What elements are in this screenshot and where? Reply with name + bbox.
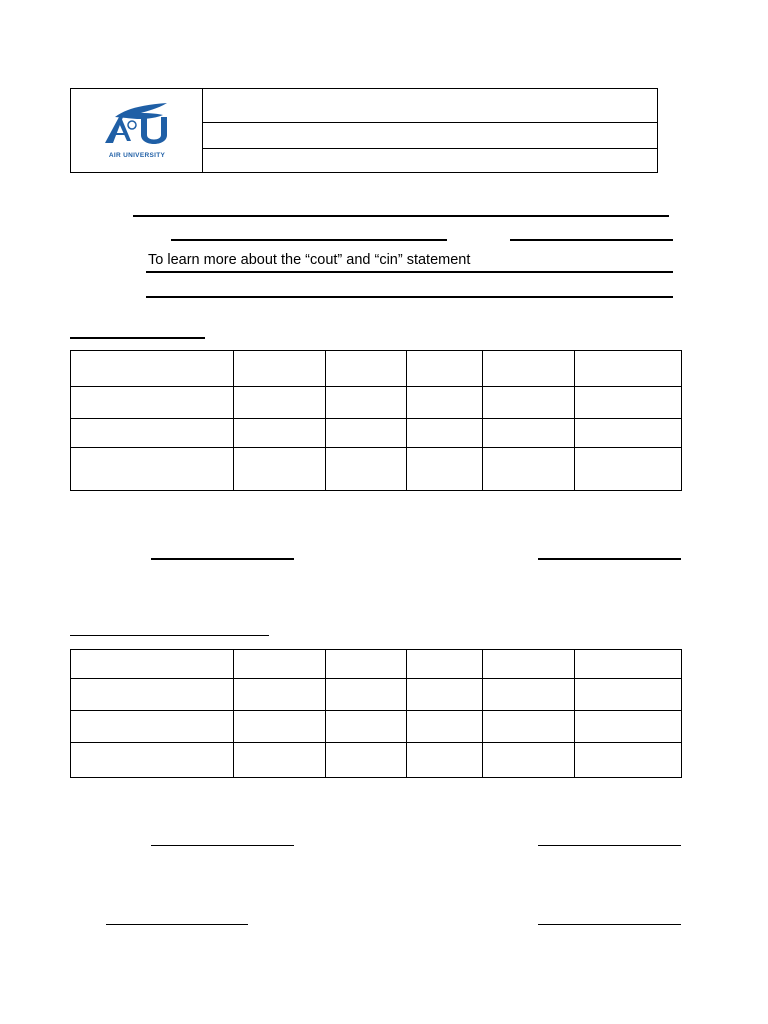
table-cell (234, 679, 326, 711)
blank-line-1 (133, 215, 669, 217)
table-cell (71, 351, 234, 387)
table-cell (407, 743, 483, 778)
table-cell (234, 419, 326, 448)
table-cell (483, 711, 575, 743)
table-cell (575, 679, 682, 711)
table-cell (326, 743, 407, 778)
table-1-row (71, 351, 682, 387)
table-cell (234, 351, 326, 387)
table-cell (326, 679, 407, 711)
table-cell (326, 351, 407, 387)
table-cell (71, 387, 234, 419)
table-cell (326, 711, 407, 743)
table-2-row (71, 679, 682, 711)
signature-line-3a (106, 924, 248, 925)
table-cell (234, 387, 326, 419)
table-cell (575, 743, 682, 778)
table-cell (407, 419, 483, 448)
table-cell (575, 650, 682, 679)
table-cell (407, 711, 483, 743)
table-cell (234, 448, 326, 491)
table-1-row (71, 387, 682, 419)
table-cell (483, 448, 575, 491)
table-cell (407, 679, 483, 711)
signature-line-2a (151, 845, 294, 846)
table-cell (575, 419, 682, 448)
blank-line-3 (146, 296, 673, 298)
table-cell (407, 650, 483, 679)
table-1 (70, 350, 682, 491)
signature-line-1b (538, 558, 681, 560)
table-2-row (71, 650, 682, 679)
table-cell (326, 419, 407, 448)
table-cell (483, 419, 575, 448)
table-cell (575, 711, 682, 743)
table-cell (326, 650, 407, 679)
table-cell (71, 419, 234, 448)
header-box (70, 88, 658, 173)
table-cell (575, 448, 682, 491)
blank-line-2b (510, 239, 673, 241)
table-cell (326, 387, 407, 419)
table-cell (483, 679, 575, 711)
air-university-logo (101, 101, 173, 159)
table-2-row (71, 743, 682, 778)
table-1-row (71, 419, 682, 448)
table-cell (234, 711, 326, 743)
section-1-heading-line (70, 337, 205, 339)
header-row-2 (203, 122, 657, 149)
table-cell (575, 387, 682, 419)
signature-line-2b (538, 845, 681, 846)
logo-cell (71, 89, 203, 172)
table-2 (70, 649, 682, 778)
table-cell (483, 650, 575, 679)
section-2-heading-line (70, 635, 269, 636)
table-cell (575, 351, 682, 387)
objective-text: To learn more about the “cout” and “cin” statement (148, 252, 471, 268)
table-2-row (71, 711, 682, 743)
table-cell (71, 448, 234, 491)
table-cell (407, 387, 483, 419)
signature-line-1a (151, 558, 294, 560)
table-1-row (71, 448, 682, 491)
table-cell (326, 448, 407, 491)
table-cell (407, 351, 483, 387)
table-cell (71, 711, 234, 743)
table-cell (483, 743, 575, 778)
table-cell (71, 743, 234, 778)
table-cell (71, 679, 234, 711)
table-cell (483, 351, 575, 387)
blank-line-2a (171, 239, 447, 241)
table-cell (483, 387, 575, 419)
table-cell (234, 743, 326, 778)
signature-line-3b (538, 924, 681, 925)
table-cell (407, 448, 483, 491)
svg-text:AIR UNIVERSITY: AIR UNIVERSITY (108, 152, 166, 159)
table-cell (71, 650, 234, 679)
objective-underline (146, 271, 673, 273)
table-cell (234, 650, 326, 679)
header-row-1 (203, 89, 657, 123)
